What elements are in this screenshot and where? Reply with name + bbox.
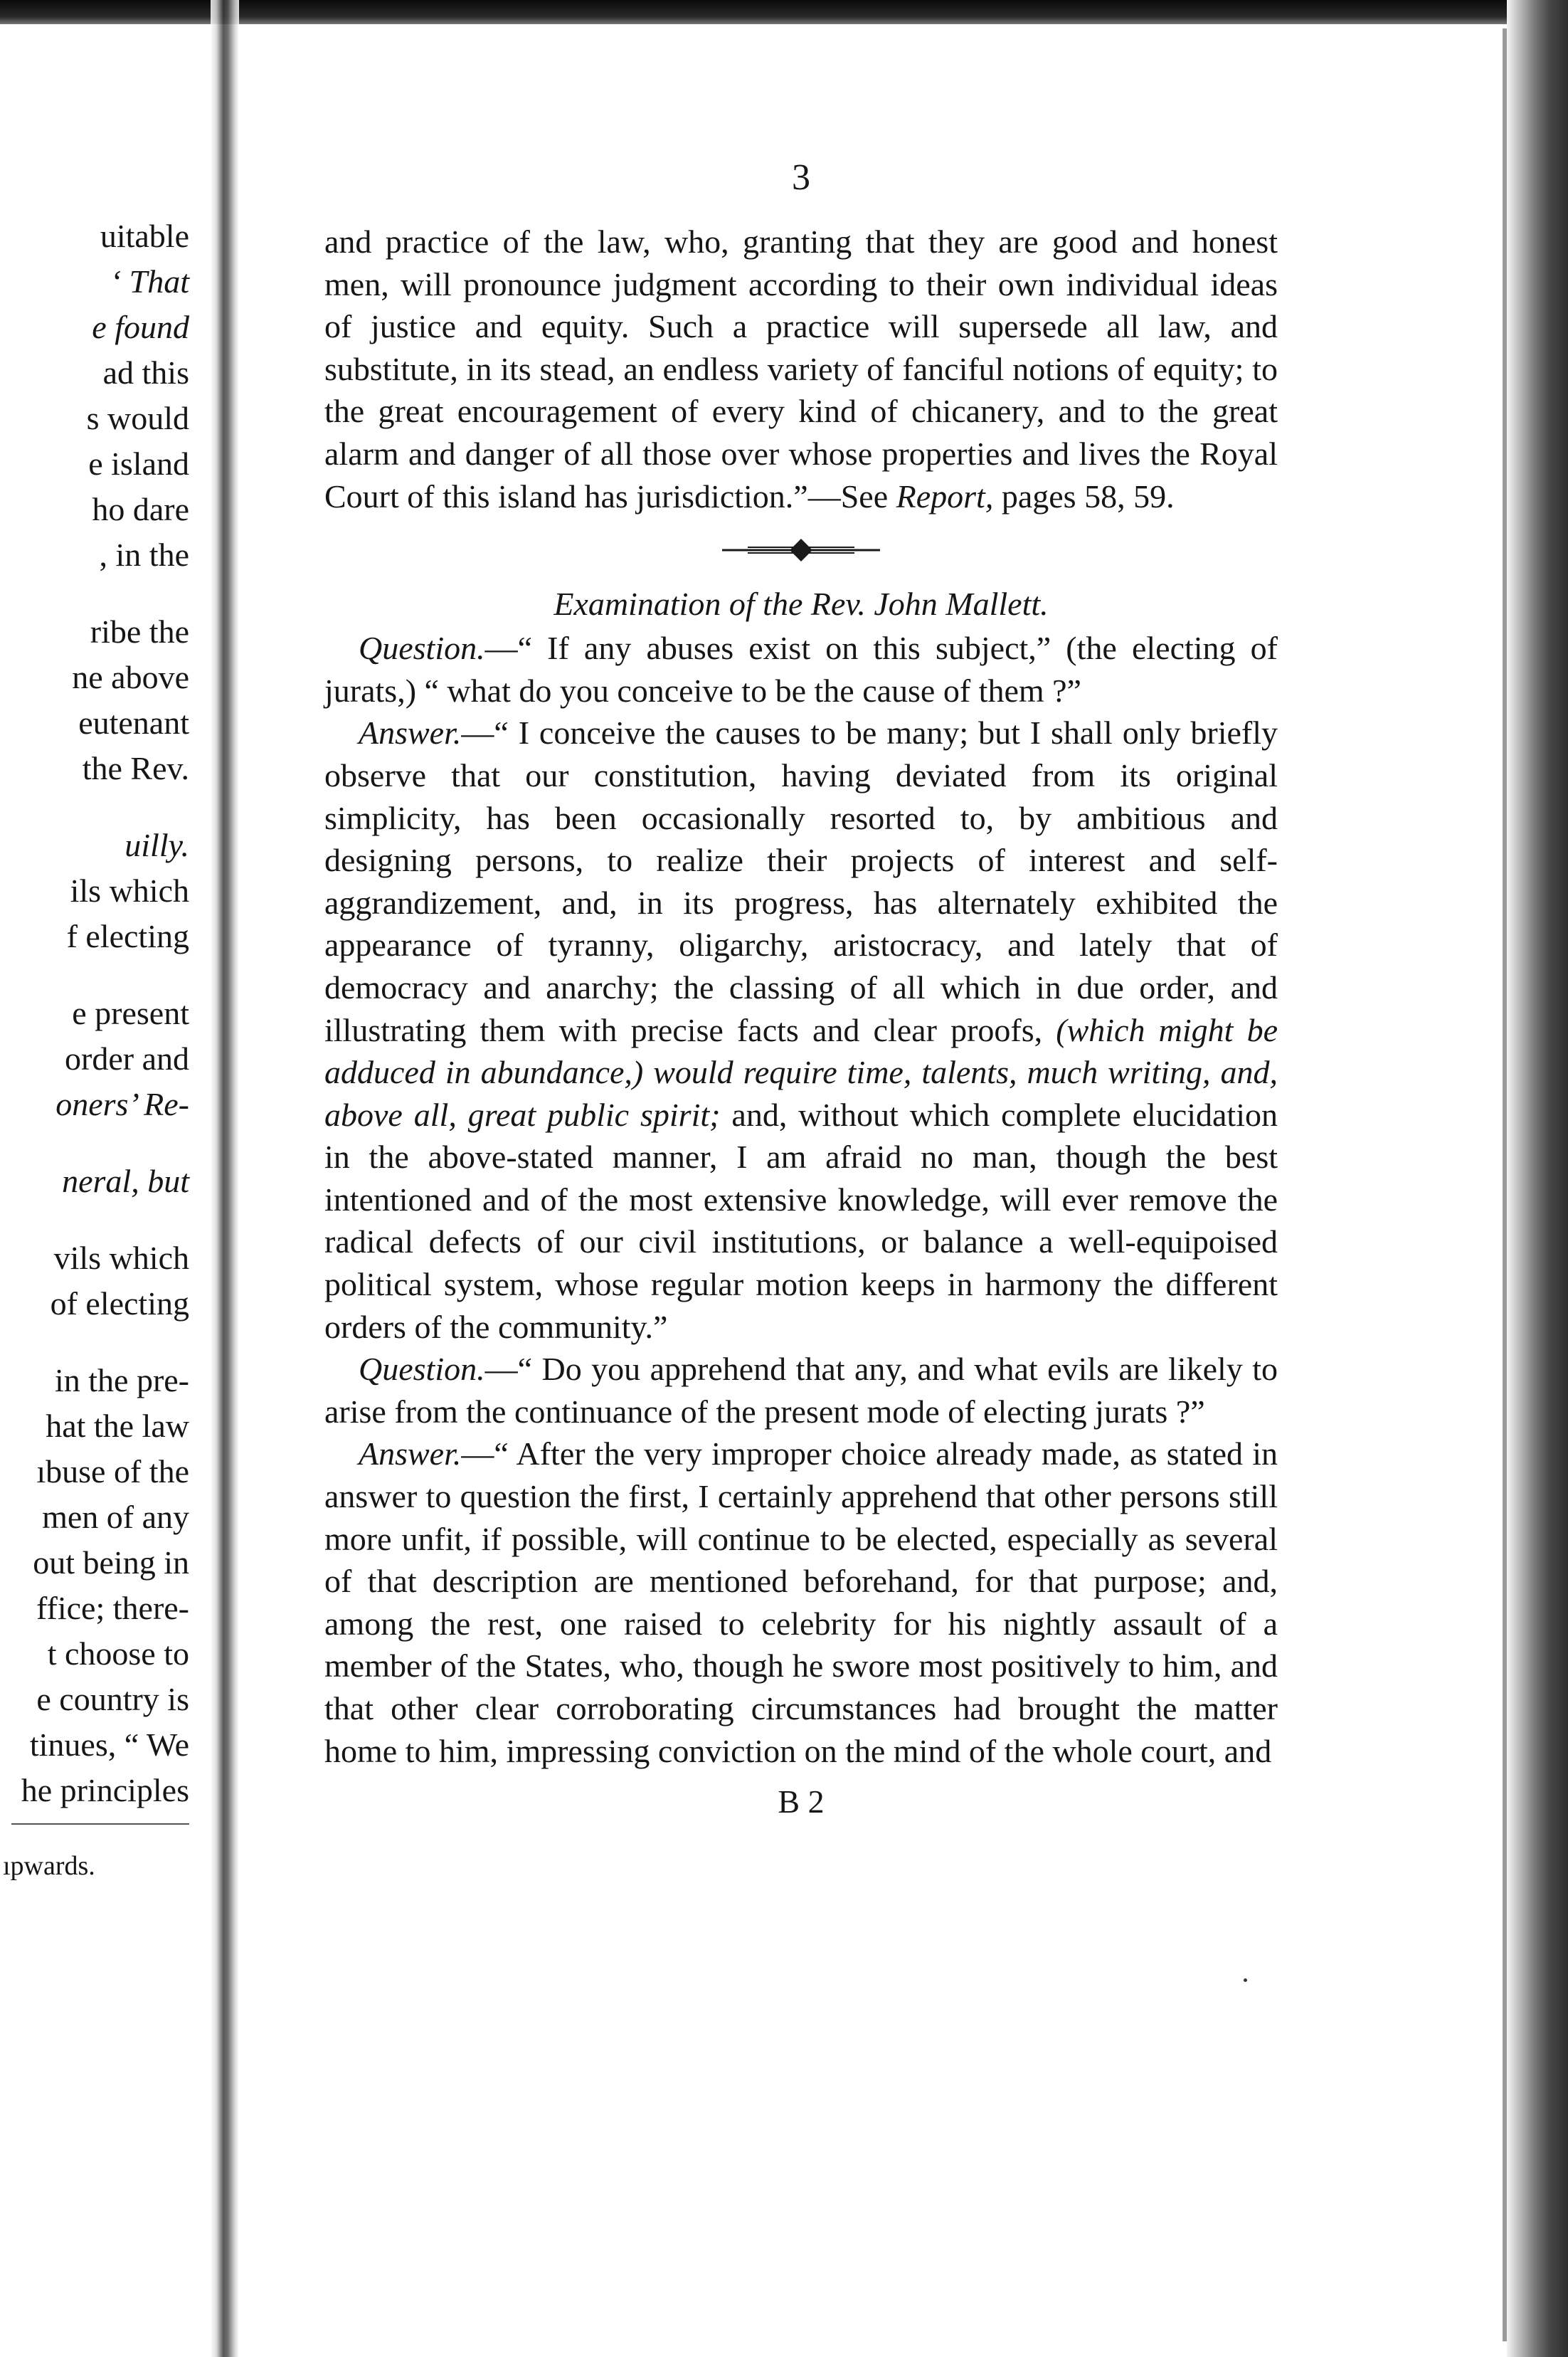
left-page-line: ıbuse of the [36,1453,189,1489]
page-number: 3 [792,157,810,198]
left-page-line: t choose to [47,1635,189,1672]
answer-1-text-end: and, without which complete elucidation in the above-stated manner, I am afraid no man, though the best intentioned and of the most extensive knowledge, will ever remove the radical defects of our civil institutions, or balance a well-equipoised political system, whose regular motion keeps in harmony the different orders of the community.” [324,1096,1278,1345]
opening-paragraph [324,221,1278,517]
left-page-line: e found [92,309,189,345]
left-page-line: the Rev. [82,750,189,786]
left-page-line: out being in [33,1544,189,1581]
answer-1-italic: (which might be adduced in abundance,) would require time, talents, much writing, and, above all, great public spirit; [324,1011,1278,1133]
left-page-line: of electing [50,1285,189,1322]
left-page-line: neral, but [62,1163,189,1199]
book-page [324,157,1278,1823]
left-page-line: in the pre- [54,1362,189,1398]
left-page-line: , in the [99,537,189,573]
left-page-line: men of any [42,1499,189,1535]
left-page-line: hat the law [46,1408,189,1444]
left-page-line: e present [72,995,189,1031]
left-page-line: ‘ That [110,263,189,300]
left-page-line: ad this [102,354,189,391]
left-page-line: ils which [70,872,189,909]
answer-2-speaker: Answer. [359,1435,462,1472]
left-page-line: eutenant [78,705,189,741]
print-speck [1244,1978,1247,1982]
left-page-line: s would [86,400,189,436]
report-italic: Report, [896,478,994,515]
left-page-line [0,1204,206,1235]
answer-2 [324,1433,1278,1772]
ornament-rule-icon [719,537,883,563]
left-page-line [0,1127,206,1159]
left-page-line: oners’ Re- [55,1086,189,1122]
answer-2-text: —“ After the very improper choice already made, as stated in answer to question the first, I certainly apprehend that other persons still more unfit, if possible, will continue to be elected, especially as several of that description are mentioned beforehand, for that purpose; and, among the rest, one raised to celebrity for his nightly assault of a member of the States, who, though he swore most positively to him, and that other clear corroborating circumstances had brought the matter home to him, impressing conviction on the mind of the whole court, and [324,1435,1278,1769]
answer-1-text: —“ I conceive the causes to be many; but I shall only briefly observe that our constitution, having deviated from its original simplicity, has been occasionally resorted to, by ambitious and designing persons, to realize their projects of interest and self-aggrandizement, and, in its progress, has alternately exhibited the appearance of tyranny, oligarchy, aristocracy, and lately that of democracy and anarchy; the classing of all which in due order, and illustrating them with precise facts and clear proofs, [324,715,1278,1048]
question-1-speaker: Question. [359,630,485,667]
left-page-line: uitable [100,218,189,254]
left-page-line [0,1327,206,1358]
question-2 [324,1348,1278,1433]
answer-1-speaker: Answer. [359,715,462,752]
answer-1 [324,712,1278,1348]
question-1-text: —“ If any abuses exist on this subject,” (the electing of jurats,) “ what do you conceive to be the cause of them ?” [324,630,1278,709]
left-page-line [0,791,206,823]
left-page-line [0,959,206,991]
left-footnote-rule [11,1823,189,1825]
left-page-line: tinues, “ We [29,1726,189,1763]
left-page-line: f electing [66,918,189,954]
question-2-speaker: Question. [359,1351,485,1388]
section-heading: Examination of the Rev. John Mallett. [553,586,1049,623]
opening-tail: pages 58, 59. [993,478,1175,515]
book-right-edge [1507,0,1568,2357]
left-footnote: ıpwards. [3,1851,95,1881]
left-page-line: vils which [53,1240,189,1276]
left-page-line: he principles [21,1772,189,1808]
left-page-line: ne above [72,659,189,695]
left-page-line: ffice; there- [36,1590,189,1626]
left-page-line [0,578,206,609]
question-2-text: —“ Do you apprehend that any, and what evils are likely to arise from the continuance of the present mode of electing jurats ?” [324,1351,1278,1430]
left-facing-page [0,213,206,1993]
book-gutter [211,0,239,2357]
signature-mark: B 2 [778,1783,825,1820]
left-page-line: e country is [36,1681,189,1717]
left-page-line: ho dare [92,491,189,527]
left-page-line: ribe the [90,613,189,650]
left-page-line: e island [88,445,189,482]
opening-text: and practice of the law, who, granting that they are good and honest men, will pronounce judgment according to their own individual ideas of justice and equity. Such a practice will supersede all law, and substitute, in its stead, an endless variety of fanciful notions of equity; to the great encouragement of every kind of chicanery, and to the great alarm and danger of all those over whose properties and lives the Royal Court of this island has jurisdiction.”—See [324,223,1278,515]
left-page-line: order and [65,1040,189,1077]
question-1 [324,627,1278,712]
left-page-line: uilly. [125,827,189,863]
